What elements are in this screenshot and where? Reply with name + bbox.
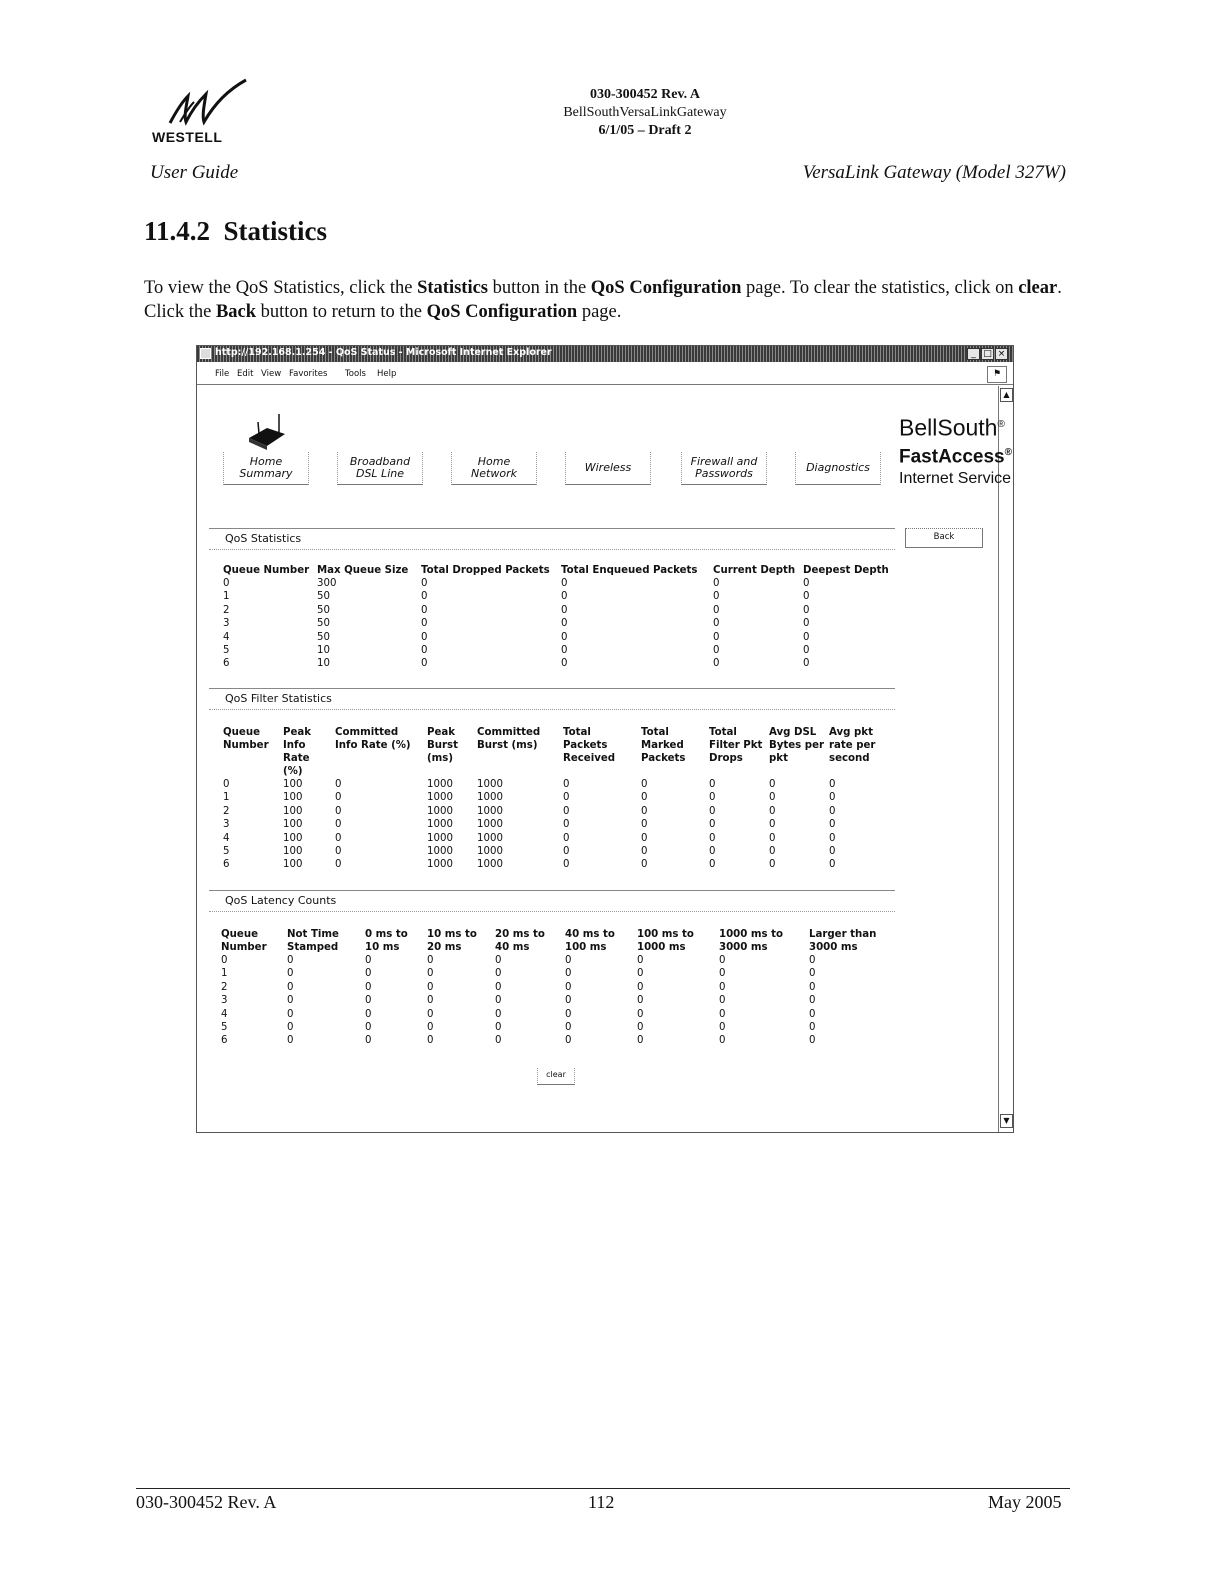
table-cell: 6 — [221, 1035, 228, 1047]
table-cell: 0 — [421, 578, 428, 589]
table-cell: 0 — [709, 805, 716, 817]
table-cell: 1 — [223, 591, 230, 603]
table-cell: 0 — [769, 859, 776, 871]
table-cell: 0 — [495, 981, 502, 993]
table-cell: 1 — [221, 968, 228, 980]
table-cell: 0 — [565, 955, 572, 966]
table-cell: 0 — [223, 779, 230, 790]
table-cell: 0 — [565, 981, 572, 993]
brand-line2: FastAccess — [899, 445, 1005, 467]
intro-emphasis: QoS Configuration — [590, 278, 742, 298]
column-header: Total Filter Pkt Drops — [709, 727, 763, 764]
intro-text: button to return to the — [256, 302, 427, 322]
table-cell: 0 — [495, 955, 502, 966]
nav-wireless[interactable]: Wireless — [565, 452, 651, 485]
table-cell: 50 — [317, 591, 330, 603]
table-cell: 1000 — [477, 779, 503, 790]
table-cell: 0 — [829, 846, 836, 858]
table-cell: 0 — [563, 792, 570, 804]
table-cell: 0 — [641, 832, 648, 844]
doc-draft: Draft 2 — [648, 123, 692, 138]
column-header: Larger than 3000 ms — [809, 929, 877, 953]
column-header: Committed Info Rate (%) — [335, 727, 411, 751]
table-cell: 0 — [495, 1022, 502, 1034]
qos-filter-statistics-table — [223, 726, 897, 872]
browser-window — [196, 345, 1014, 1133]
table-cell: 1000 — [477, 805, 503, 817]
section-heading — [144, 216, 327, 247]
doc-product: BellSouthVersaLinkGateway — [563, 105, 727, 120]
table-cell: 100 — [283, 859, 303, 871]
table-cell: 0 — [365, 995, 372, 1007]
table-cell: 0 — [829, 819, 836, 831]
table-cell: 0 — [719, 1035, 726, 1047]
column-header: 0 ms to 10 ms — [365, 929, 408, 953]
nav-broadband-dsl-line[interactable]: Broadband DSL Line — [337, 452, 423, 485]
column-header: Peak Burst (ms) — [427, 727, 458, 764]
table-cell: 0 — [803, 645, 810, 657]
table-cell: 0 — [641, 859, 648, 871]
table-cell: 0 — [561, 645, 568, 657]
table-cell: 0 — [495, 968, 502, 980]
intro-emphasis: Statistics — [417, 278, 489, 298]
table-cell: 0 — [427, 981, 434, 993]
table-row — [221, 954, 901, 967]
table-cell: 0 — [641, 819, 648, 831]
table-row — [221, 1008, 901, 1021]
nav-diagnostics[interactable]: Diagnostics — [795, 452, 881, 485]
table-row — [221, 1034, 901, 1047]
table-cell: 0 — [709, 832, 716, 844]
footer-date: May 2005 — [988, 1492, 1062, 1512]
column-header: Queue Number — [223, 727, 269, 751]
column-header: Total Marked Packets — [641, 727, 686, 764]
table-cell: 0 — [565, 995, 572, 1007]
doc-number: 030-300452 Rev. A — [589, 87, 701, 102]
table-cell: 1 — [223, 792, 230, 804]
table-cell: 0 — [335, 819, 342, 831]
bellsouth-brand-logo: BellSouth® FastAccess® Internet Service — [899, 414, 1012, 487]
table-cell: 1000 — [427, 859, 453, 871]
brand-line3: Internet Service — [899, 469, 1012, 487]
section-title: Statistics — [223, 216, 328, 246]
table-cell: 0 — [335, 859, 342, 871]
intro-text: page. — [577, 302, 622, 322]
table-cell: 0 — [563, 859, 570, 871]
table-cell: 0 — [287, 968, 294, 980]
table-cell: 0 — [563, 779, 570, 790]
column-header: Total Packets Received — [563, 727, 616, 764]
table-cell: 0 — [809, 968, 816, 980]
browser-menubar — [197, 364, 1013, 385]
close-icon[interactable]: × — [995, 348, 1008, 360]
table-cell: 1000 — [477, 846, 503, 858]
intro-text: button in the — [488, 278, 591, 298]
table-cell: 0 — [421, 591, 428, 603]
table-cell: 0 — [427, 968, 434, 980]
table-cell: 0 — [335, 779, 342, 790]
table-cell: 0 — [637, 995, 644, 1007]
scroll-down-icon[interactable]: ▼ — [1000, 1114, 1013, 1128]
menu-tools[interactable]: Tools — [345, 369, 366, 379]
table-cell: 100 — [283, 792, 303, 804]
intro-emphasis: QoS Configuration — [426, 302, 578, 322]
table-cell: 0 — [427, 955, 434, 966]
table-cell: 0 — [637, 955, 644, 966]
browser-titlebar — [197, 346, 1013, 362]
column-header: 100 ms to 1000 ms — [637, 929, 694, 953]
table-row — [223, 832, 897, 845]
table-cell: 0 — [641, 779, 648, 790]
column-header: Deepest Depth — [803, 565, 889, 576]
table-cell: 5 — [223, 846, 230, 858]
table-cell: 4 — [223, 832, 230, 844]
table-cell: 0 — [713, 591, 720, 603]
table-cell: 0 — [829, 859, 836, 871]
table-cell: 0 — [561, 591, 568, 603]
column-header: Total Dropped Packets — [421, 565, 550, 576]
table-cell: 4 — [223, 631, 230, 643]
table-row — [223, 604, 905, 617]
table-row — [223, 858, 897, 871]
table-cell: 3 — [221, 995, 228, 1007]
table-row — [223, 791, 897, 804]
footer-rule — [136, 1488, 1070, 1489]
column-header: Not Time Stamped — [287, 929, 339, 953]
table-cell: 0 — [769, 819, 776, 831]
table-cell: 0 — [709, 792, 716, 804]
table-cell: 0 — [365, 955, 372, 966]
table-cell: 0 — [637, 1022, 644, 1034]
table-cell: 0 — [713, 618, 720, 630]
table-row — [221, 981, 901, 994]
document-meta — [470, 86, 820, 140]
intro-emphasis: clear — [1018, 278, 1058, 298]
table-cell: 0 — [335, 846, 342, 858]
table-cell: 6 — [223, 658, 230, 670]
westell-logo-text: WESTELL — [152, 129, 223, 145]
minimize-icon[interactable]: _ — [967, 348, 980, 360]
column-header: 10 ms to 20 ms — [427, 929, 477, 953]
table-cell: 1000 — [427, 819, 453, 831]
table-cell: 0 — [563, 819, 570, 831]
table-row — [223, 657, 905, 670]
intro-text: . Click the — [144, 278, 1062, 322]
table-cell: 0 — [719, 981, 726, 993]
table-cell: 0 — [335, 805, 342, 817]
table-cell: 0 — [713, 578, 720, 589]
vertical-scrollbar[interactable] — [998, 386, 1013, 1132]
table-cell: 0 — [809, 955, 816, 966]
table-cell: 0 — [709, 859, 716, 871]
menu-favorites[interactable]: Favorites — [289, 369, 328, 379]
table-cell: 100 — [283, 846, 303, 858]
column-header: Avg DSL Bytes per pkt — [769, 727, 825, 764]
table-cell: 100 — [283, 779, 303, 790]
qos-filter-statistics-title: QoS Filter Statistics — [225, 692, 332, 705]
table-cell: 0 — [427, 995, 434, 1007]
table-cell: 0 — [221, 955, 228, 966]
table-row — [221, 967, 901, 980]
column-header: Queue Number — [223, 565, 310, 576]
table-cell: 2 — [223, 805, 230, 817]
table-cell: 0 — [563, 832, 570, 844]
table-cell: 1000 — [427, 805, 453, 817]
table-cell: 100 — [283, 805, 303, 817]
table-cell: 0 — [287, 955, 294, 966]
table-cell: 5 — [223, 645, 230, 657]
table-cell: 0 — [287, 1035, 294, 1047]
column-header: Max Queue Size — [317, 565, 409, 576]
router-icon — [245, 412, 289, 452]
table-cell: 3 — [223, 819, 230, 831]
table-cell: 2 — [221, 981, 228, 993]
table-cell: 0 — [829, 779, 836, 790]
section-number: 11.4.2 — [144, 216, 211, 246]
footer-doc-number: 030-300452 Rev. A — [136, 1492, 277, 1512]
column-header: 20 ms to 40 ms — [495, 929, 545, 953]
table-cell: 0 — [769, 805, 776, 817]
table-cell: 0 — [365, 968, 372, 980]
table-cell: 0 — [769, 779, 776, 790]
back-button[interactable]: Back — [905, 528, 983, 548]
clear-button[interactable]: clear — [537, 1068, 575, 1085]
column-header: 40 ms to 100 ms — [565, 929, 615, 953]
table-cell: 0 — [713, 631, 720, 643]
doc-date — [470, 122, 820, 140]
table-cell: 0 — [809, 1022, 816, 1034]
table-cell: 0 — [829, 832, 836, 844]
table-cell: 0 — [803, 604, 810, 616]
table-cell: 0 — [287, 995, 294, 1007]
table-cell: 6 — [223, 859, 230, 871]
table-cell: 0 — [365, 981, 372, 993]
table-cell: 100 — [283, 819, 303, 831]
table-cell: 0 — [421, 618, 428, 630]
brand-line1: BellSouth — [899, 414, 998, 441]
table-cell: 50 — [317, 631, 330, 643]
table-cell: 0 — [287, 1008, 294, 1020]
table-cell: 0 — [829, 792, 836, 804]
header-left-text: User Guide — [150, 162, 239, 183]
column-header: Total Enqueued Packets — [561, 565, 698, 576]
menu-file[interactable]: File — [215, 369, 230, 379]
table-cell: 0 — [335, 832, 342, 844]
table-cell: 0 — [427, 1008, 434, 1020]
table-cell: 0 — [565, 1008, 572, 1020]
table-cell: 0 — [287, 981, 294, 993]
column-header: Peak Info Rate (%) — [283, 727, 312, 777]
table-cell: 0 — [719, 1022, 726, 1034]
table-cell: 0 — [713, 658, 720, 670]
table-row — [223, 805, 897, 818]
intro-text: To view the QoS Statistics, click the — [144, 278, 418, 298]
table-cell: 0 — [803, 591, 810, 603]
intro-paragraph — [144, 276, 1074, 324]
table-cell: 0 — [641, 792, 648, 804]
table-cell: 50 — [317, 618, 330, 630]
table-row — [223, 577, 905, 590]
westell-logo-icon — [160, 78, 250, 130]
menu-edit[interactable]: Edit — [237, 369, 254, 379]
footer-page-number: 112 — [588, 1492, 615, 1512]
qos-filter-statistics-header — [209, 688, 895, 710]
table-cell: 0 — [421, 645, 428, 657]
browser-title: http://192.168.1.254 - QoS Status - Microsoft Internet Explorer — [215, 347, 552, 358]
table-cell: 10 — [317, 658, 330, 670]
table-row — [223, 845, 897, 858]
table-row — [223, 631, 905, 644]
table-cell: 0 — [709, 819, 716, 831]
table-cell: 1000 — [427, 832, 453, 844]
table-cell: 0 — [809, 981, 816, 993]
table-cell: 4 — [221, 1008, 228, 1020]
table-cell: 0 — [427, 1035, 434, 1047]
table-cell: 0 — [365, 1022, 372, 1034]
table-cell: 0 — [637, 1008, 644, 1020]
table-cell: 0 — [803, 618, 810, 630]
table-row — [223, 818, 897, 831]
intro-emphasis: Back — [215, 302, 257, 322]
table-cell: 0 — [709, 846, 716, 858]
table-cell: 0 — [563, 805, 570, 817]
table-row — [223, 617, 905, 630]
qos-statistics-header — [209, 528, 895, 550]
scroll-up-icon[interactable]: ▲ — [1000, 388, 1013, 402]
table-cell: 0 — [565, 1035, 572, 1047]
table-cell: 3 — [223, 618, 230, 630]
table-cell: 1000 — [427, 846, 453, 858]
table-cell: 0 — [809, 995, 816, 1007]
table-cell: 0 — [641, 846, 648, 858]
table-cell: 0 — [563, 846, 570, 858]
maximize-icon[interactable]: □ — [981, 348, 994, 360]
table-row — [223, 644, 905, 657]
table-cell: 0 — [803, 658, 810, 670]
table-cell: 1000 — [477, 819, 503, 831]
table-cell: 0 — [713, 604, 720, 616]
column-header: Committed Burst (ms) — [477, 727, 541, 751]
ie-page-icon — [200, 348, 211, 359]
table-cell: 1000 — [477, 832, 503, 844]
table-cell: 0 — [561, 631, 568, 643]
intro-text: page. To clear the statistics, click on — [741, 278, 1019, 298]
column-header: 1000 ms to 3000 ms — [719, 929, 783, 953]
table-cell: 0 — [287, 1022, 294, 1034]
table-cell: 0 — [637, 1035, 644, 1047]
table-row — [221, 994, 901, 1007]
table-cell: 0 — [719, 995, 726, 1007]
table-cell: 0 — [495, 1035, 502, 1047]
table-cell: 1000 — [427, 792, 453, 804]
table-cell: 0 — [769, 846, 776, 858]
column-header: Current Depth — [713, 565, 796, 576]
qos-latency-counts-title: QoS Latency Counts — [225, 894, 337, 907]
table-cell: 0 — [335, 792, 342, 804]
table-cell: 0 — [427, 1022, 434, 1034]
table-cell: 0 — [365, 1035, 372, 1047]
table-cell: 2 — [223, 604, 230, 616]
column-header: Avg pkt rate per second — [829, 727, 876, 764]
table-cell: 0 — [421, 658, 428, 670]
qos-latency-counts-table — [221, 928, 901, 1048]
table-cell: 0 — [713, 645, 720, 657]
header-right-text: VersaLink Gateway (Model 327W) — [802, 162, 1066, 183]
table-cell: 0 — [561, 604, 568, 616]
table-cell: 0 — [495, 995, 502, 1007]
nav-home-summary[interactable]: Home Summary — [223, 452, 309, 485]
table-cell: 0 — [769, 832, 776, 844]
table-cell: 50 — [317, 604, 330, 616]
doc-date-prefix: 6/1/05 – — [598, 123, 649, 138]
table-row — [223, 778, 897, 791]
table-cell: 0 — [803, 631, 810, 643]
menu-view[interactable]: View — [261, 369, 282, 379]
table-cell: 0 — [719, 955, 726, 966]
table-cell: 0 — [565, 1022, 572, 1034]
table-cell: 0 — [809, 1008, 816, 1020]
table-cell: 10 — [317, 645, 330, 657]
table-cell: 300 — [317, 578, 337, 589]
table-cell: 0 — [365, 1008, 372, 1020]
table-cell: 0 — [829, 805, 836, 817]
nav-home-network[interactable]: Home Network — [451, 452, 537, 485]
table-cell: 0 — [223, 578, 230, 589]
qos-latency-counts-header — [209, 890, 895, 912]
table-cell: 1000 — [427, 779, 453, 790]
windows-flag-icon: ⚑ — [987, 366, 1007, 383]
qos-statistics-table — [223, 564, 905, 671]
qos-statistics-title: QoS Statistics — [225, 532, 302, 545]
table-cell: 0 — [719, 1008, 726, 1020]
table-cell: 0 — [641, 805, 648, 817]
table-row — [221, 1021, 901, 1034]
table-cell: 0 — [637, 981, 644, 993]
table-cell: 100 — [283, 832, 303, 844]
table-cell: 1000 — [477, 859, 503, 871]
table-cell: 0 — [421, 604, 428, 616]
table-cell: 0 — [803, 578, 810, 589]
table-cell: 0 — [561, 578, 568, 589]
table-cell: 0 — [565, 968, 572, 980]
table-cell: 0 — [561, 658, 568, 670]
table-cell: 0 — [719, 968, 726, 980]
table-cell: 1000 — [477, 792, 503, 804]
table-cell: 0 — [769, 792, 776, 804]
nav-firewall-passwords[interactable]: Firewall and Passwords — [681, 452, 767, 485]
table-row — [223, 590, 905, 603]
menu-help[interactable]: Help — [377, 369, 397, 379]
table-cell: 5 — [221, 1022, 228, 1034]
column-header: Queue Number — [221, 929, 267, 953]
table-cell: 0 — [637, 968, 644, 980]
table-cell: 0 — [809, 1035, 816, 1047]
table-cell: 0 — [561, 618, 568, 630]
table-cell: 0 — [495, 1008, 502, 1020]
table-cell: 0 — [421, 631, 428, 643]
table-cell: 0 — [709, 779, 716, 790]
